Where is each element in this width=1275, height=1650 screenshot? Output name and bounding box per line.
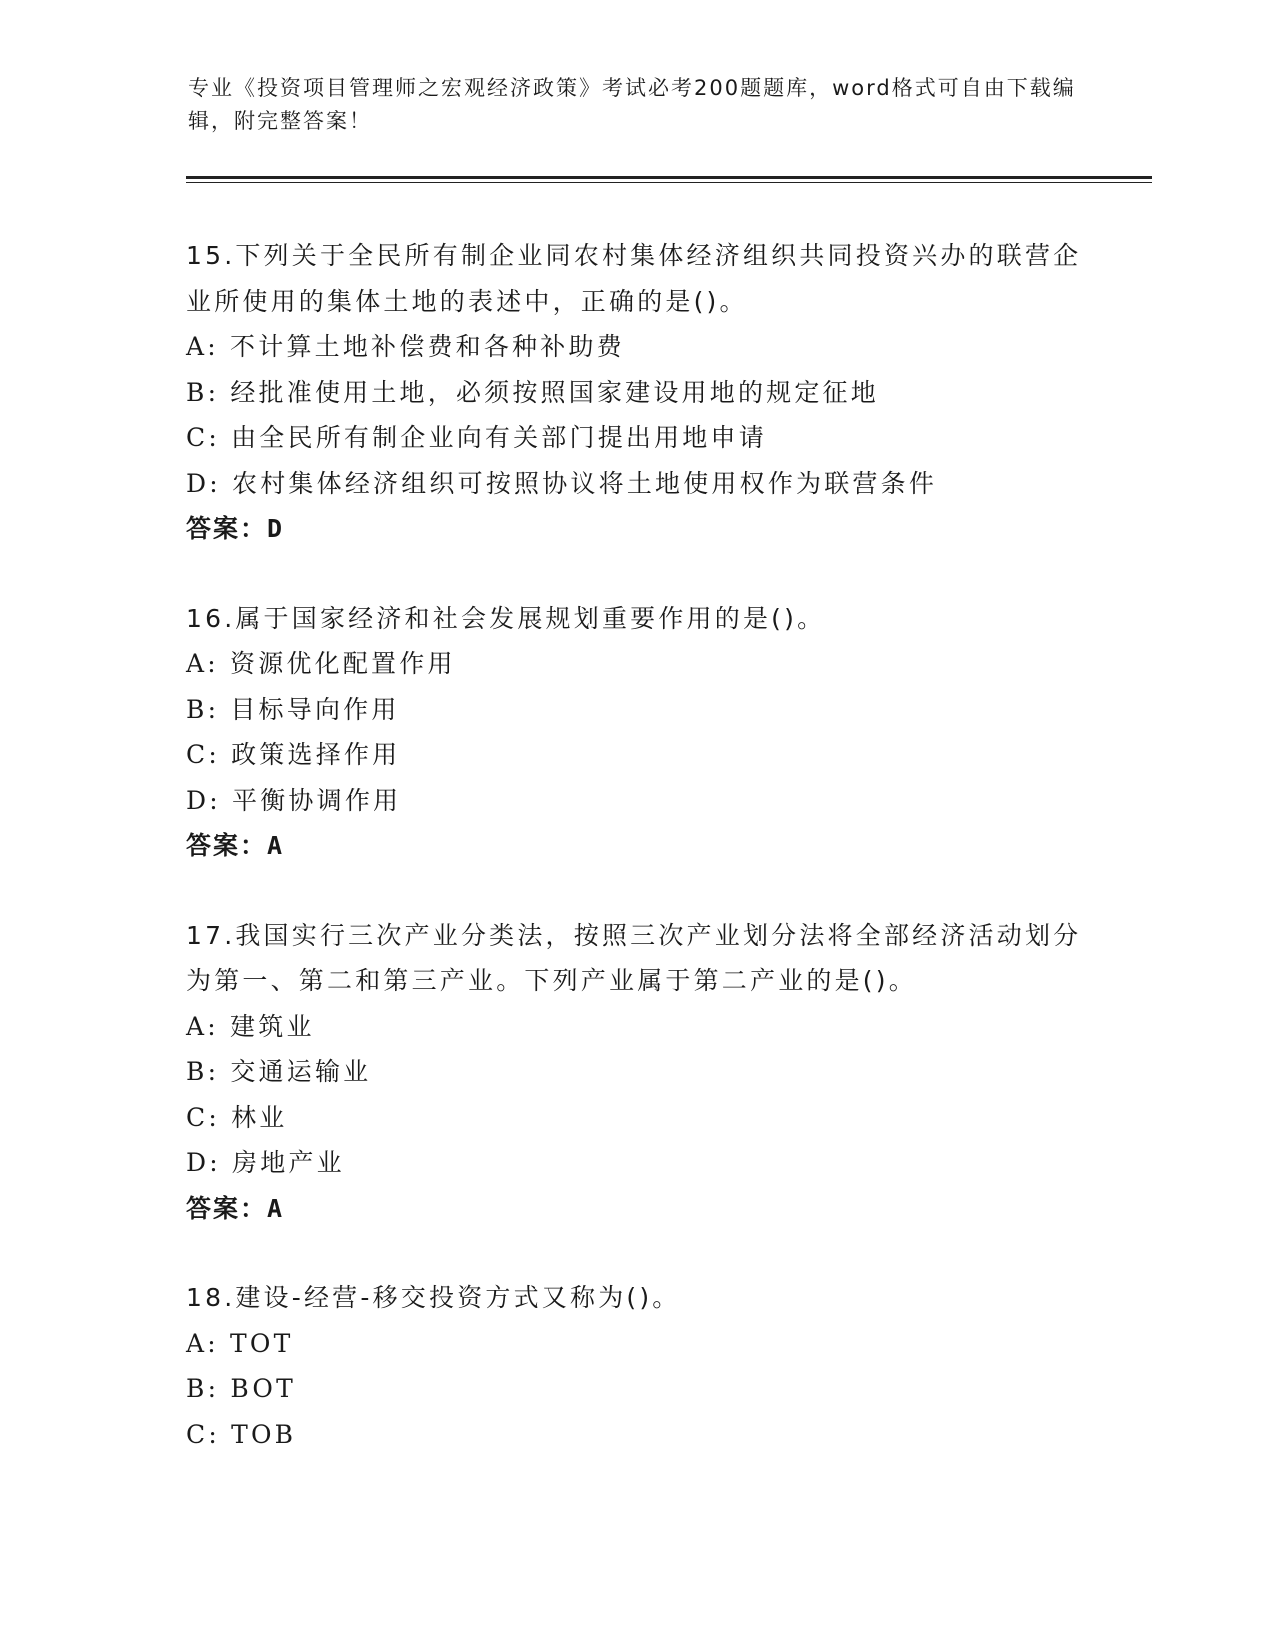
question-list: [186, 233, 1086, 1501]
option-key: A:: [186, 1011, 219, 1041]
option-text: 农村集体经济组织可按照协议将土地使用权作为联营条件: [232, 468, 938, 498]
option-c: [186, 1412, 1086, 1458]
option-key: D:: [186, 785, 221, 815]
answer-value: D: [267, 514, 285, 543]
question-stem: 18.建设-经营-移交投资方式又称为()。: [186, 1283, 681, 1312]
option-key: C:: [186, 1419, 220, 1449]
question-stem: 17.我国实行三次产业分类法，按照三次产业划分法将全部经济活动划分为第一、第二和第三产业。下列产业属于第二产业的是()。: [186, 920, 1082, 995]
option-a: [186, 641, 1086, 687]
option-d: [186, 461, 1086, 507]
answer-label: 答案：: [186, 514, 268, 543]
option-key: C:: [186, 1102, 220, 1132]
question-stem: 16.属于国家经济和社会发展规划重要作用的是()。: [186, 603, 826, 633]
option-key: B:: [186, 694, 220, 724]
option-text: 不计算土地补偿费和各种补助费: [230, 332, 625, 361]
document-intro: 专业《投资项目管理师之宏观经济政策》考试必考200题题库，word格式可自由下载编辑，附完整答案！: [188, 76, 1076, 133]
option-c: [186, 415, 1086, 461]
option-key: B:: [186, 1057, 220, 1086]
answer-label: 答案：: [186, 831, 268, 860]
option-key: D:: [186, 468, 221, 498]
option-text: BOT: [230, 1374, 296, 1403]
answer-value: A: [267, 1193, 285, 1223]
option-text: 平衡协调作用: [232, 785, 402, 815]
answer-line: [186, 1186, 1086, 1232]
question-15: [186, 233, 1086, 552]
question-stem: 15.下列关于全民所有制企业同农村集体经济组织共同投资兴办的联营企业所使用的集体土地的表述中，正确的是()。: [186, 241, 1082, 316]
option-text: 交通运输业: [230, 1057, 372, 1086]
option-key: A:: [186, 649, 219, 678]
option-c: [186, 1095, 1086, 1141]
option-key: B:: [186, 1374, 220, 1403]
question-16: [186, 596, 1086, 869]
answer-line: [186, 506, 1086, 552]
option-b: [186, 370, 1086, 416]
header-divider-thick: [186, 176, 1152, 179]
option-text: 资源优化配置作用: [230, 649, 456, 678]
option-text: 经批准使用土地，必须按照国家建设用地的规定征地: [230, 377, 879, 407]
answer-line: [186, 823, 1086, 869]
answer-value: A: [267, 831, 285, 860]
option-text: 目标导向作用: [230, 694, 400, 724]
option-a: [186, 1321, 1086, 1367]
option-b: [186, 1049, 1086, 1095]
option-text: TOT: [230, 1328, 294, 1358]
option-key: A:: [186, 1328, 219, 1358]
question-18: [186, 1275, 1086, 1457]
option-text: 建筑业: [230, 1011, 315, 1041]
header-divider-thin: [186, 182, 1152, 183]
option-d: [186, 778, 1086, 824]
option-text: 由全民所有制企业向有关部门提出用地申请: [231, 423, 767, 452]
option-b: [186, 1366, 1086, 1412]
option-b: [186, 687, 1086, 733]
option-c: [186, 732, 1086, 778]
option-a: [186, 324, 1086, 370]
option-text: 林业: [231, 1102, 288, 1132]
option-text: 政策选择作用: [231, 740, 401, 769]
option-key: C:: [186, 740, 220, 769]
option-key: D:: [186, 1148, 221, 1177]
option-a: [186, 1004, 1086, 1050]
option-key: A:: [186, 332, 219, 361]
option-text: 房地产业: [232, 1148, 345, 1177]
question-17: [186, 913, 1086, 1232]
option-key: C:: [186, 423, 220, 452]
answer-label: 答案：: [186, 1193, 268, 1223]
option-key: B:: [186, 377, 220, 407]
option-d: [186, 1140, 1086, 1186]
option-text: TOB: [231, 1419, 297, 1449]
